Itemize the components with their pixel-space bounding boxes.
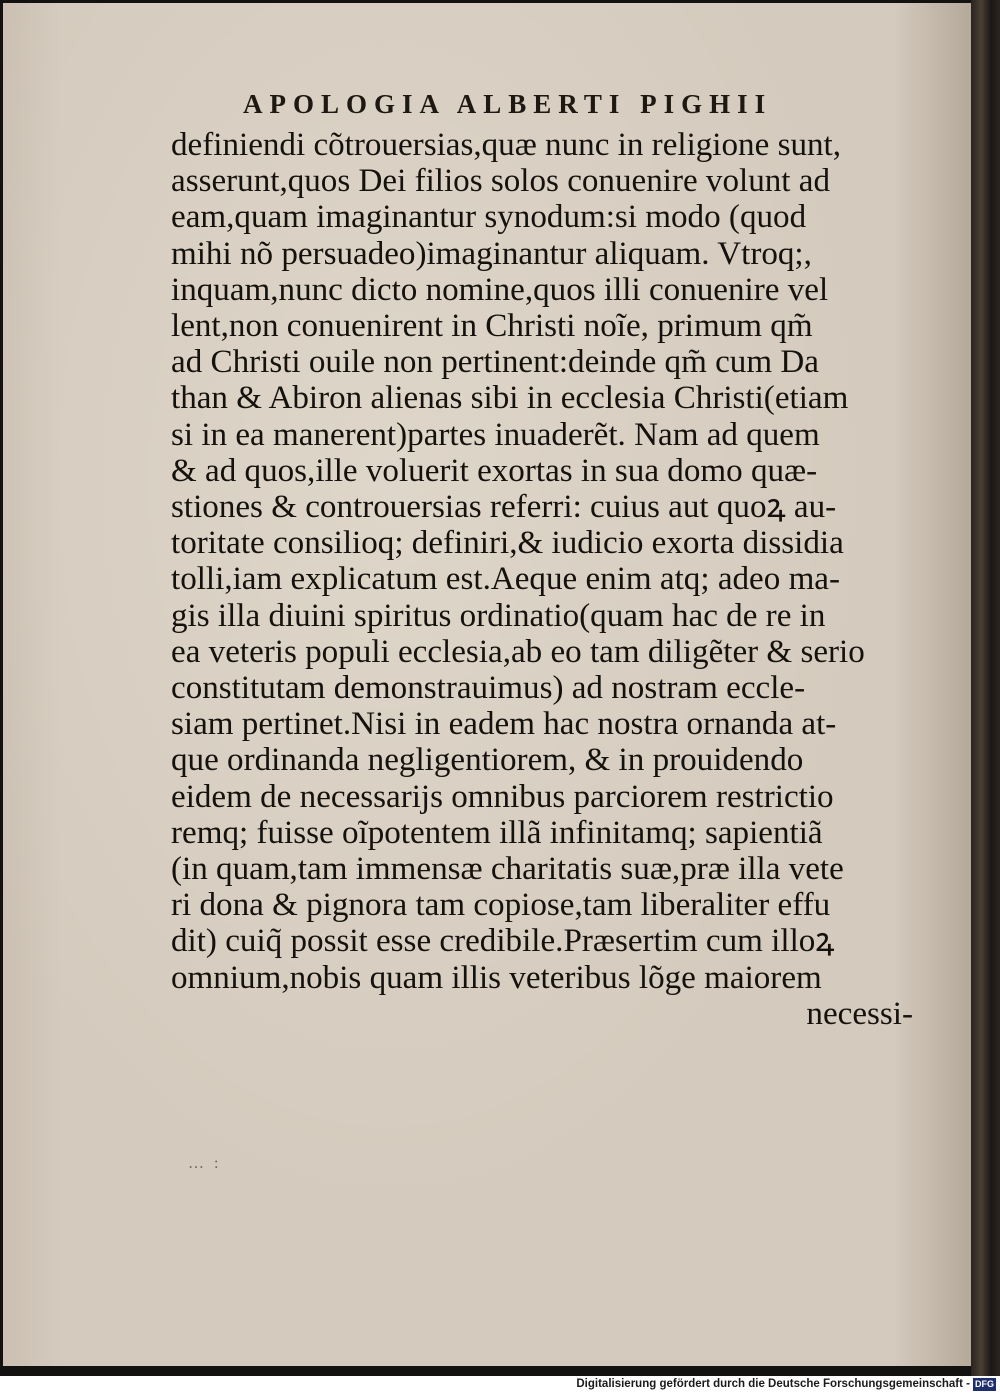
text-line: toritate consilioq; definiri,& iudicio exorta dissidia <box>171 525 844 562</box>
catchword: necessi- <box>806 995 913 1032</box>
text-line: mihi nõ persuadeo)imaginantur aliquam. Vtroq;, <box>171 235 812 272</box>
text-line: & ad quos,ille voluerit exortas in sua domo quæ- <box>171 452 818 489</box>
ink-smudge: … : <box>188 1155 222 1172</box>
book-gutter <box>971 0 1000 1376</box>
text-line: siam pertinet.Nisi in eadem hac nostra ornanda at- <box>171 706 837 743</box>
text-block <box>171 127 931 1032</box>
text-line: stiones & controuersias referri: cuius aut quoꝝ au- <box>171 489 837 526</box>
text-line: que ordinanda negligentiorem, & in prouidendo <box>171 742 804 779</box>
digitization-footer <box>0 1376 1000 1395</box>
text-line: constitutam demonstrauimus) ad nostram eccle- <box>171 670 806 707</box>
text-line: lent,non conuenirent in Christi noĩe, primum qm̃ <box>171 308 813 345</box>
text-line: omnium,nobis quam illis veteribus lõge maiorem <box>171 959 822 996</box>
text-line: eidem de necessarijs omnibus parciorem restrictio <box>171 778 834 815</box>
text-line: eam,quam imaginantur synodum:si modo (quod <box>171 199 807 236</box>
text-line: dit) cuiq̃ possit esse credibile.Præsertim cum illoꝝ <box>171 923 835 960</box>
dfg-logo: DFG <box>975 1379 994 1389</box>
text-line: (in quam,tam immensæ charitatis suæ,præ illa vete <box>171 851 844 888</box>
text-line: ad Christi ouile non pertinent:deinde qm̃ cum Da <box>171 344 819 381</box>
footer-credit: Digitalisierung gefördert durch die Deutsche Forschungsgemeinschaft - <box>576 1378 970 1390</box>
text-line: than & Abiron alienas sibi in ecclesia Christi(etiam <box>171 380 849 417</box>
text-line: si in ea manerent)partes inuaderẽt. Nam ad quem <box>171 416 820 453</box>
text-line: asserunt,quos Dei filios solos conuenire volunt ad <box>171 163 831 200</box>
text-line: inquam,nunc dicto nomine,quos illi conuenire vel <box>171 271 829 308</box>
text-line: ea veteris populi ecclesia,ab eo tam diligẽter & serio <box>171 633 865 670</box>
text-line: gis illa diuini spiritus ordinatio(quam hac de re in <box>171 597 826 634</box>
text-line: ri dona & pignora tam copiose,tam liberaliter effu <box>171 887 831 924</box>
running-head: APOLOGIA ALBERTI PIGHII <box>243 89 773 119</box>
text-line: tolli,iam explicatum est.Aeque enim atq; adeo ma- <box>171 561 841 598</box>
text-line: definiendi cõtrouersias,quæ nunc in religione sunt, <box>171 127 842 163</box>
book-page <box>3 3 971 1366</box>
text-line: remq; fuisse oĩpotentem illã infinitamq; sapientiã <box>171 814 823 851</box>
